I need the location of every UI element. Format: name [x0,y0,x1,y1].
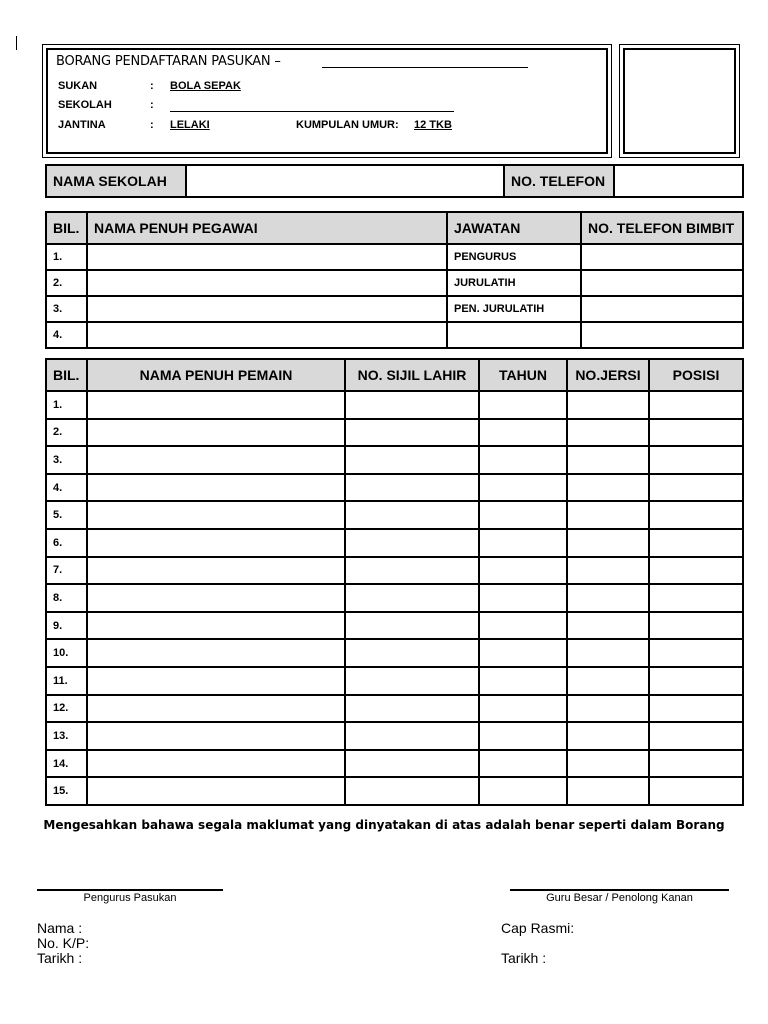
jantina-value: LELAKI [170,119,210,131]
officer-telefon-field[interactable] [581,322,743,348]
sekolah-blank-line[interactable] [170,111,454,112]
players-header-tahun: TAHUN [479,359,567,391]
player-bil: 9. [46,612,87,640]
officer-jawatan: PEN. JURULATIH [447,296,581,322]
player-tahun-field[interactable] [479,391,567,419]
player-nama-field[interactable] [87,474,345,502]
player-tahun-field[interactable] [479,557,567,585]
player-tahun-field[interactable] [479,474,567,502]
sukan-label: SUKAN [58,80,98,92]
players-header-nama: NAMA PENUH PEMAIN [87,359,345,391]
player-sijil-field[interactable] [345,695,479,723]
player-bil: 7. [46,557,87,585]
player-posisi-field[interactable] [649,446,743,474]
no-telefon-label: NO. TELEFON [504,165,614,197]
player-nama-field[interactable] [87,584,345,612]
player-tahun-field[interactable] [479,722,567,750]
player-row [46,474,743,502]
player-tahun-field[interactable] [479,446,567,474]
player-bil: 10. [46,639,87,667]
nama-field-label: Nama : [37,920,83,936]
officer-bil: 2. [46,270,87,296]
player-jersi-field[interactable] [567,639,649,667]
player-nama-field[interactable] [87,446,345,474]
player-bil: 5. [46,501,87,529]
player-posisi-field[interactable] [649,777,743,805]
player-bil: 8. [46,584,87,612]
cap-rasmi-label: Cap Rasmi: [501,920,575,936]
player-sijil-field[interactable] [345,501,479,529]
player-nama-field[interactable] [87,639,345,667]
player-tahun-field[interactable] [479,419,567,447]
text-cursor-mark [16,36,17,50]
player-tahun-field[interactable] [479,639,567,667]
player-row [46,639,743,667]
player-nama-field[interactable] [87,695,345,723]
player-jersi-field[interactable] [567,584,649,612]
officer-bil: 3. [46,296,87,322]
players-header-sijil: NO. SIJIL LAHIR [345,359,479,391]
officers-header-nama: NAMA PENUH PEGAWAI [87,212,447,244]
player-nama-field[interactable] [87,612,345,640]
player-sijil-field[interactable] [345,612,479,640]
nokp-field-label: No. K/P: [37,935,90,951]
signature-label-right: Guru Besar / Penolong Kanan [546,892,693,904]
photo-box [619,44,740,158]
player-sijil-field[interactable] [345,529,479,557]
player-bil: 13. [46,722,87,750]
player-posisi-field[interactable] [649,474,743,502]
player-posisi-field[interactable] [649,612,743,640]
officer-telefon-field[interactable] [581,244,743,270]
player-bil: 15. [46,777,87,805]
player-jersi-field[interactable] [567,695,649,723]
player-row [46,391,743,419]
player-nama-field[interactable] [87,391,345,419]
officer-nama-field[interactable] [87,270,447,296]
player-posisi-field[interactable] [649,419,743,447]
player-jersi-field[interactable] [567,446,649,474]
player-row [46,667,743,695]
player-row [46,695,743,723]
player-sijil-field[interactable] [345,667,479,695]
player-nama-field[interactable] [87,667,345,695]
player-nama-field[interactable] [87,777,345,805]
player-row [46,612,743,640]
officer-nama-field[interactable] [87,296,447,322]
player-bil: 3. [46,446,87,474]
player-posisi-field[interactable] [649,695,743,723]
kumpulan-umur-label: KUMPULAN UMUR: [296,119,399,131]
players-header-bil: BIL. [46,359,87,391]
officer-bil: 4. [46,322,87,348]
sekolah-label: SEKOLAH [58,99,112,111]
officer-nama-field[interactable] [87,322,447,348]
player-row [46,584,743,612]
player-jersi-field[interactable] [567,557,649,585]
player-tahun-field[interactable] [479,612,567,640]
signature-line-right[interactable] [510,889,729,891]
player-posisi-field[interactable] [649,722,743,750]
player-row [46,777,743,805]
officer-jawatan: JURULATIH [447,270,581,296]
player-jersi-field[interactable] [567,777,649,805]
player-posisi-field[interactable] [649,584,743,612]
player-nama-field[interactable] [87,722,345,750]
signature-line-left[interactable] [37,889,223,891]
player-tahun-field[interactable] [479,750,567,778]
kumpulan-umur-value: 12 TKB [414,119,452,131]
player-jersi-field[interactable] [567,391,649,419]
player-bil: 6. [46,529,87,557]
sekolah-colon: : [150,99,154,111]
player-sijil-field[interactable] [345,557,479,585]
player-posisi-field[interactable] [649,501,743,529]
form-title: BORANG PENDAFTARAN PASUKAN – [56,54,281,69]
players-table [45,358,744,806]
tarikh-field-label-right: Tarikh : [501,950,547,966]
officer-jawatan-field[interactable] [447,322,581,348]
player-sijil-field[interactable] [345,584,479,612]
jantina-label: JANTINA [58,119,106,131]
player-row [46,750,743,778]
player-sijil-field[interactable] [345,446,479,474]
player-tahun-field[interactable] [479,501,567,529]
player-row [46,446,743,474]
player-nama-field[interactable] [87,501,345,529]
sukan-colon: : [150,80,154,92]
jantina-colon: : [150,119,154,131]
player-bil: 14. [46,750,87,778]
player-sijil-field[interactable] [345,639,479,667]
player-sijil-field[interactable] [345,474,479,502]
player-nama-field[interactable] [87,557,345,585]
player-sijil-field[interactable] [345,750,479,778]
player-posisi-field[interactable] [649,557,743,585]
player-row [46,419,743,447]
officers-header-telefon: NO. TELEFON BIMBIT [581,212,743,244]
player-jersi-field[interactable] [567,722,649,750]
player-nama-field[interactable] [87,529,345,557]
officers-header-bil: BIL. [46,212,87,244]
player-row [46,722,743,750]
player-row [46,501,743,529]
player-jersi-field[interactable] [567,474,649,502]
player-tahun-field[interactable] [479,667,567,695]
officer-row [46,322,743,348]
player-bil: 11. [46,667,87,695]
player-bil: 1. [46,391,87,419]
player-posisi-field[interactable] [649,750,743,778]
player-bil: 12. [46,695,87,723]
player-tahun-field[interactable] [479,529,567,557]
nama-sekolah-label: NAMA SEKOLAH [46,165,186,197]
player-row [46,557,743,585]
declaration-text: Mengesahkan bahawa segala maklumat yang dinyatakan di atas adalah benar seperti dalam Borang [43,818,725,832]
player-tahun-field[interactable] [479,695,567,723]
player-bil: 4. [46,474,87,502]
no-telefon-field[interactable] [614,165,743,197]
school-info-table [45,164,744,198]
player-nama-field[interactable] [87,419,345,447]
player-posisi-field[interactable] [649,667,743,695]
officer-telefon-field[interactable] [581,270,743,296]
player-row [46,529,743,557]
officers-table [45,211,744,349]
officer-row [46,296,743,322]
player-jersi-field[interactable] [567,501,649,529]
player-posisi-field[interactable] [649,391,743,419]
tarikh-field-label-left: Tarikh : [37,950,83,966]
player-jersi-field[interactable] [567,612,649,640]
player-posisi-field[interactable] [649,529,743,557]
nama-sekolah-field[interactable] [186,165,504,197]
player-jersi-field[interactable] [567,419,649,447]
officer-nama-field[interactable] [87,244,447,270]
sukan-value: BOLA SEPAK [170,80,241,92]
players-header-posisi: POSISI [649,359,743,391]
officer-row [46,244,743,270]
player-tahun-field[interactable] [479,584,567,612]
officer-telefon-field[interactable] [581,296,743,322]
player-sijil-field[interactable] [345,419,479,447]
officer-bil: 1. [46,244,87,270]
player-sijil-field[interactable] [345,777,479,805]
player-sijil-field[interactable] [345,722,479,750]
title-blank-line[interactable] [322,67,528,68]
officers-header-jawatan: JAWATAN [447,212,581,244]
signature-label-left: Pengurus Pasukan [83,892,177,904]
player-tahun-field[interactable] [479,777,567,805]
player-sijil-field[interactable] [345,391,479,419]
player-jersi-field[interactable] [567,750,649,778]
players-header-jersi: NO.JERSI [567,359,649,391]
player-posisi-field[interactable] [649,639,743,667]
officer-jawatan: PENGURUS [447,244,581,270]
player-nama-field[interactable] [87,750,345,778]
officer-row [46,270,743,296]
player-bil: 2. [46,419,87,447]
player-jersi-field[interactable] [567,667,649,695]
player-jersi-field[interactable] [567,529,649,557]
